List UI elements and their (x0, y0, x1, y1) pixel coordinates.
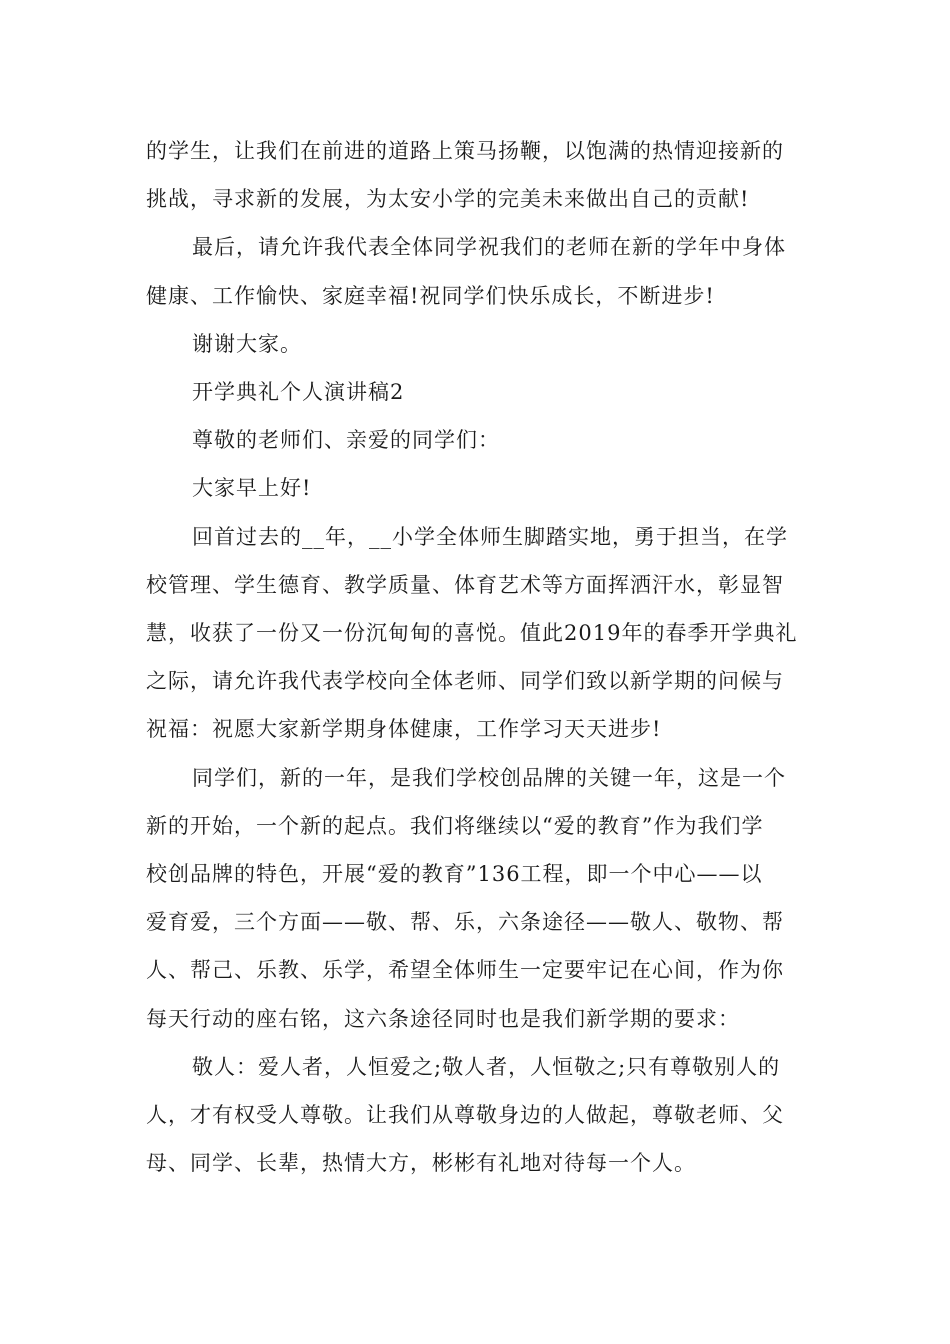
text-line: 同学们，新的一年，是我们学校创品牌的关键一年，这是一个 (192, 765, 786, 790)
text-line: 回首过去的__年，__小学全体师生脚踏实地，勇于担当，在学 (192, 524, 788, 549)
text-line: 每天行动的座右铭，这六条途径同时也是我们新学期的要求： (146, 1006, 740, 1031)
text-line: 谢谢大家。 (192, 331, 302, 356)
text-line: 之际，请允许我代表学校向全体老师、同学们致以新学期的问候与 (146, 669, 784, 694)
text-line: 人、帮己、乐教、乐学，希望全体师生一定要牢记在心间，作为你 (146, 958, 784, 983)
text-line: 最后，请允许我代表全体同学祝我们的老师在新的学年中身体 (192, 235, 786, 260)
text-line: 祝福：祝愿大家新学期身体健康，工作学习天天进步! (146, 717, 662, 742)
text-line: 新的开始，一个新的起点。我们将继续以“爱的教育”作为我们学 (146, 813, 764, 838)
text-line: 校创品牌的特色，开展“爱的教育”136工程，即一个中心——以 (146, 862, 763, 886)
text-line: 慧，收获了一份又一份沉甸甸的喜悦。值此2019年的春季开学典礼 (146, 621, 798, 645)
text-line: 尊敬的老师们、亲爱的同学们： (192, 428, 500, 453)
text-line: 大家早上好! (192, 476, 312, 501)
text-line: 母、同学、长辈，热情大方，彬彬有礼地对待每一个人。 (146, 1151, 696, 1176)
text-line: 校管理、学生德育、教学质量、体育艺术等方面挥洒汗水，彰显智 (146, 572, 784, 597)
text-line: 挑战，寻求新的发展，为太安小学的完美未来做出自己的贡献! (146, 187, 750, 212)
text-line: 爱育爱，三个方面——敬、帮、乐，六条途径——敬人、敬物、帮 (146, 910, 784, 935)
text-line: 敬人：爱人者，人恒爱之;敬人者，人恒敬之;只有尊敬别人的 (192, 1054, 781, 1079)
text-line: 人，才有权受人尊敬。让我们从尊敬身边的人做起，尊敬老师、父 (146, 1103, 784, 1127)
text-line: 的学生，让我们在前进的道路上策马扬鞭，以饱满的热情迎接新的 (146, 139, 784, 163)
text-line: 健康、工作愉快、家庭幸福!祝同学们快乐成长，不断进步! (146, 283, 715, 308)
text-line: 开学典礼个人演讲稿2 (192, 380, 405, 404)
